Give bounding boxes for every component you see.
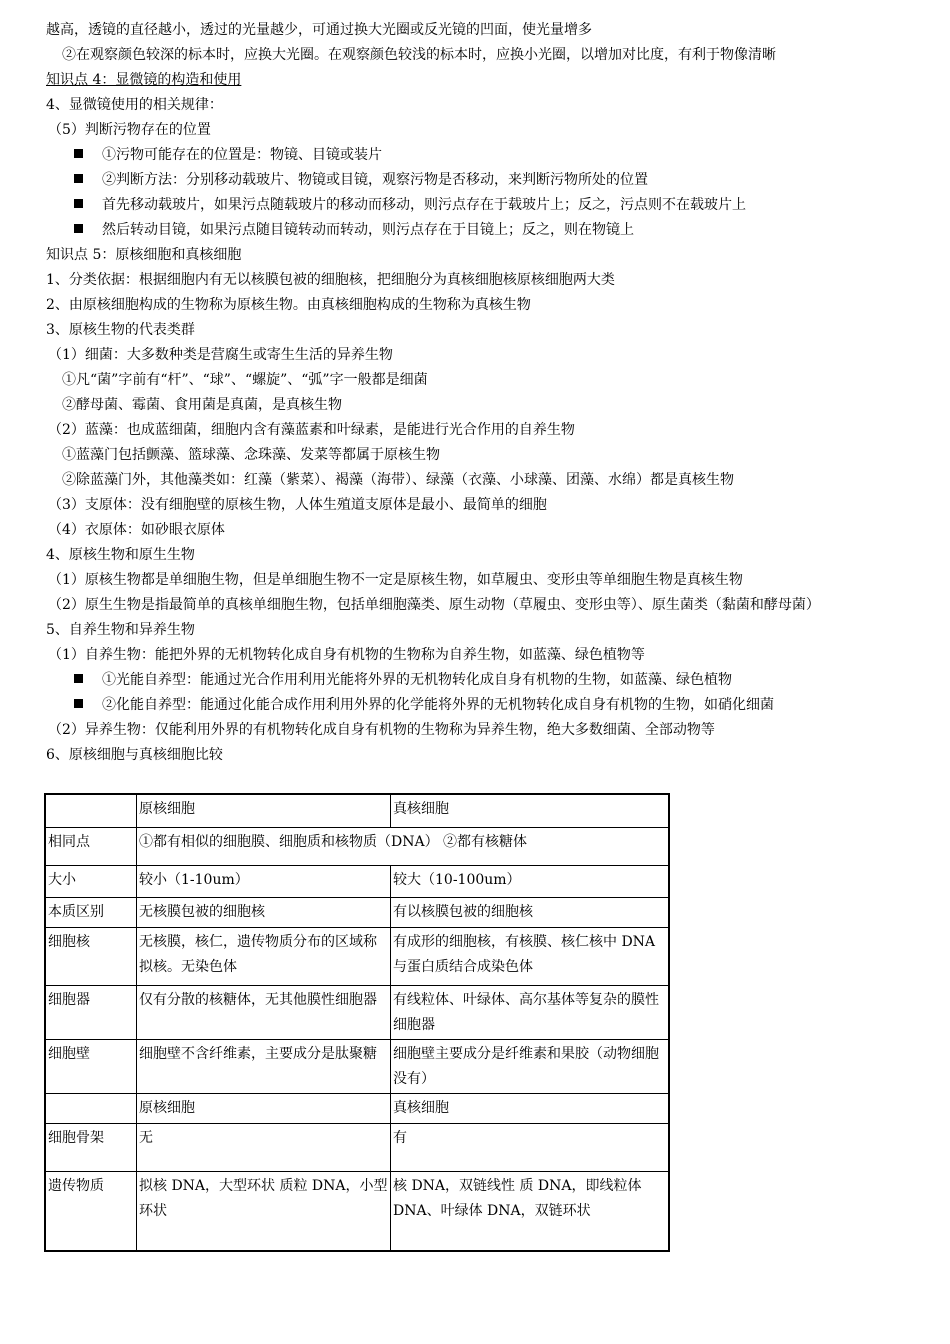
table-cell: 较大（10-100um） [391, 865, 670, 897]
text-line: （2）蓝藻：也成蓝细菌，细胞内含有藻蓝素和叶绿素，是能进行光合作用的自养生物 [48, 422, 575, 438]
table-row [45, 927, 669, 985]
text-line: ②在观察颜色较深的标本时，应换大光圈。在观察颜色较浅的标本时，应换小光圈，以增加对比度，有利于物像清晰 [62, 47, 776, 63]
text-line: ①蓝藻门包括颤藻、篮球藻、念珠藻、发菜等都属于原核生物 [62, 447, 440, 463]
text-line: 2、由原核细胞构成的生物称为原核生物。由真核细胞构成的生物称为真核生物 [46, 297, 531, 313]
table-row [45, 1123, 669, 1171]
text-line: 5、自养生物和异养生物 [46, 622, 195, 638]
table-cell: 遗传物质 [45, 1171, 137, 1251]
text-line: 越高，透镜的直径越小，透过的光量越少，可通过换大光圈或反光镜的凹面，使光量增多 [46, 22, 592, 38]
table-cell: 无核膜，核仁，遗传物质分布的区域称拟核。无染色体 [137, 927, 391, 985]
table-cell: 细胞器 [45, 985, 137, 1039]
text-line: （2）异养生物：仅能利用外界的有机物转化成自身有机物的生物称为异养生物，绝大多数细菌、全部动物等 [48, 722, 715, 738]
table-cell: 有 [391, 1123, 670, 1171]
table-cell [45, 1093, 137, 1123]
text-line: 4、显微镜使用的相关规律： [46, 97, 223, 113]
text-line: ②除蓝藻门外，其他藻类如：红藻（紫菜）、褐藻（海带）、绿藻（衣藻、小球藻、团藻、水绵）都是真核生物 [62, 472, 734, 488]
comparison-table [44, 793, 670, 1252]
text-line: （1）原核生物都是单细胞生物，但是单细胞生物不一定是原核生物，如草履虫、变形虫等单细胞生物是真核生物 [48, 572, 743, 588]
table-row [45, 865, 669, 897]
table-cell: 细胞骨架 [45, 1123, 137, 1171]
text-line: （3）支原体：没有细胞壁的原核生物，人体生殖道支原体是最小、最简单的细胞 [48, 497, 547, 513]
table-cell: 真核细胞 [391, 1093, 670, 1123]
table-cell: 仅有分散的核糖体，无其他膜性细胞器 [137, 985, 391, 1039]
table-cell: 原核细胞 [137, 794, 391, 827]
table-cell: 细胞壁主要成分是纤维素和果胶（动物细胞没有） [391, 1039, 670, 1093]
text-line: 1、分类依据：根据细胞内有无以核膜包被的细胞核，把细胞分为真核细胞核原核细胞两大类 [46, 272, 615, 288]
square-bullet-icon [74, 699, 83, 708]
table-cell: 大小 [45, 865, 137, 897]
table-header-row [45, 794, 669, 827]
square-bullet-icon [74, 199, 83, 208]
table-cell: 无 [137, 1123, 391, 1171]
table-row [45, 985, 669, 1039]
square-bullet-icon [74, 174, 83, 183]
text-line: 6、原核细胞与真核细胞比较 [46, 747, 223, 763]
bullet-item: ①光能自养型：能通过光合作用利用光能将外界的无机物转化成自身有机物的生物，如蓝藻、绿色植物 [46, 668, 926, 693]
table-cell: 原核细胞 [137, 1093, 391, 1123]
section-heading: 知识点 5：原核细胞和真核细胞 [46, 247, 242, 263]
bullet-item: ②化能自养型：能通过化能合成作用利用外界的化学能将外界的无机物转化成自身有机物的生物，如硝化细菌 [46, 693, 926, 718]
table-row [45, 897, 669, 927]
section-heading: 知识点 4：显微镜的构造和使用 [46, 72, 242, 88]
bullet-item: ②判断方法：分别移动载玻片、物镜或目镜，观察污物是否移动，来判断污物所处的位置 [46, 168, 926, 193]
table-row [45, 1039, 669, 1093]
text-line: （5）判断污物存在的位置 [48, 122, 211, 138]
bullet-item: 然后转动目镜，如果污点随目镜转动而转动，则污点存在于目镜上；反之，则在物镜上 [46, 218, 926, 243]
table-cell: 细胞壁 [45, 1039, 137, 1093]
square-bullet-icon [74, 674, 83, 683]
table-row [45, 1093, 669, 1123]
table-cell: 较小（1-10um） [137, 865, 391, 897]
text-line: ①凡“菌”字前有“杆”、“球”、“螺旋”、“弧”字一般都是细菌 [62, 372, 428, 388]
table-row [45, 1171, 669, 1251]
text-line: （1）自养生物：能把外界的无机物转化成自身有机物的生物称为自养生物，如蓝藻、绿色植物等 [48, 647, 645, 663]
table-cell: 细胞壁不含纤维素，主要成分是肽聚糖 [137, 1039, 391, 1093]
table-cell: 有线粒体、叶绿体、高尔基体等复杂的膜性细胞器 [391, 985, 670, 1039]
text-line: （1）细菌：大多数种类是营腐生或寄生生活的异养生物 [48, 347, 393, 363]
document-text [46, 18, 926, 768]
table-cell: ①都有相似的细胞膜、细胞质和核物质（DNA） ②都有核糖体 [137, 827, 670, 865]
text-line: ②酵母菌、霉菌、食用菌是真菌，是真核生物 [62, 397, 342, 413]
table-cell: 相同点 [45, 827, 137, 865]
bullet-item: ①污物可能存在的位置是：物镜、目镜或装片 [46, 143, 926, 168]
text-line: （4）衣原体：如砂眼衣原体 [48, 522, 225, 538]
table-cell: 本质区别 [45, 897, 137, 927]
table-cell: 细胞核 [45, 927, 137, 985]
table-cell: 真核细胞 [391, 794, 670, 827]
table-cell: 拟核 DNA，大型环状 质粒 DNA，小型环状 [137, 1171, 391, 1251]
square-bullet-icon [74, 224, 83, 233]
table-cell: 核 DNA，双链线性 质 DNA，即线粒体 DNA、叶绿体 DNA，双链环状 [391, 1171, 670, 1251]
table-cell [45, 794, 137, 827]
bullet-item: 首先移动载玻片，如果污点随载玻片的移动而移动，则污点存在于载玻片上；反之，污点则不在载玻片上 [46, 193, 926, 218]
table-row [45, 827, 669, 865]
table-cell: 无核膜包被的细胞核 [137, 897, 391, 927]
text-line: （2）原生生物是指最简单的真核单细胞生物，包括单细胞藻类、原生动物（草履虫、变形虫等）、原生菌类（黏菌和酵母菌） [48, 597, 820, 613]
square-bullet-icon [74, 149, 83, 158]
text-line: 4、原核生物和原生生物 [46, 547, 195, 563]
table-cell: 有以核膜包被的细胞核 [391, 897, 670, 927]
text-line: 3、原核生物的代表类群 [46, 322, 195, 338]
table-cell: 有成形的细胞核，有核膜、核仁核中 DNA 与蛋白质结合成染色体 [391, 927, 670, 985]
